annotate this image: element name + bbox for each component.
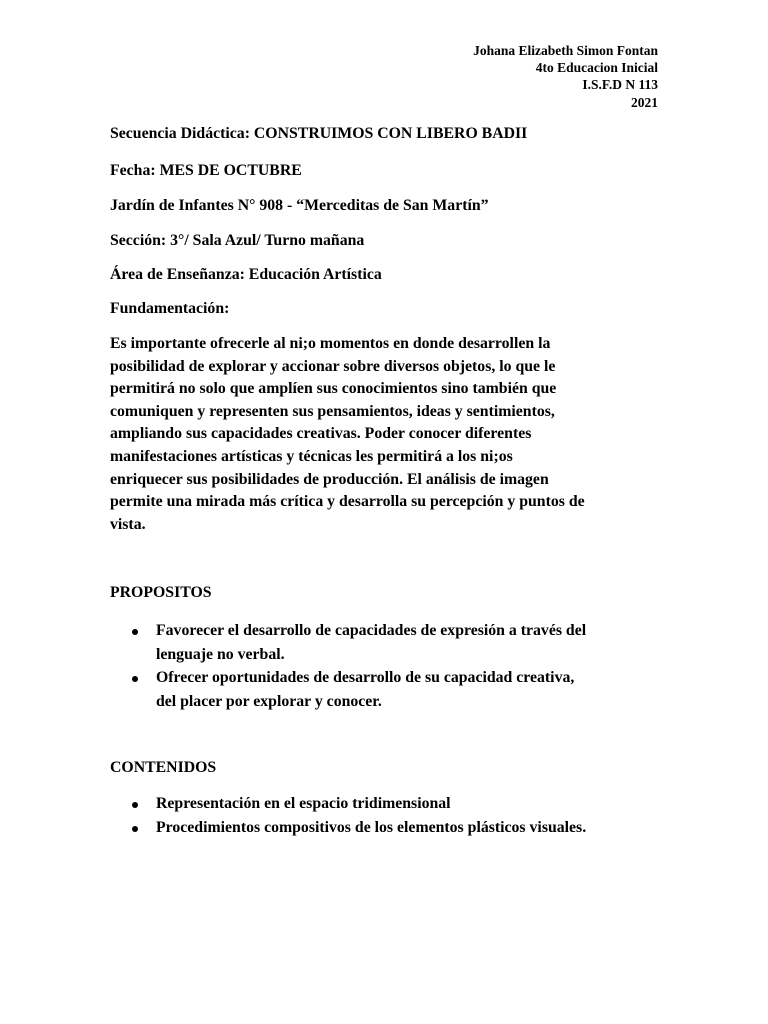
list-item-line: lenguaje no verbal. [156, 645, 285, 663]
bullet-icon [132, 676, 138, 682]
paragraph-line: comuniquen y representen sus pensamientos, ideas y sentimientos, [110, 402, 555, 420]
secuencia-title: Secuencia Didáctica: CONSTRUIMOS CON LIBERO BADII [110, 125, 528, 142]
paragraph-line: posibilidad de explorar y accionar sobre diversos objetos, lo que le [110, 357, 556, 375]
fundamentacion-label: Fundamentación: [110, 300, 230, 317]
area-field: Área de Enseñanza: Educación Artística [110, 266, 382, 283]
list-item-line: Ofrecer oportunidades de desarrollo de su capacidad creativa, [156, 669, 575, 686]
jardin-field: Jardín de Infantes N° 908 - “Merceditas de San Martín” [110, 197, 489, 214]
propositos-list [110, 619, 658, 713]
document-header [473, 42, 658, 111]
bullet-icon [132, 802, 138, 808]
list-item [110, 792, 658, 816]
year: 2021 [631, 94, 658, 110]
paragraph-line: permitirá no solo que amplíen sus conocimientos sino también que [110, 380, 557, 398]
paragraph-line: enriquecer sus posibilidades de producción. El análisis de imagen [110, 470, 549, 488]
contenidos-list [110, 792, 658, 839]
course-name: 4to Educacion Inicial [535, 60, 658, 76]
list-item [110, 666, 658, 713]
list-item [110, 816, 658, 840]
list-item [110, 619, 658, 666]
seccion-field: Sección: 3°/ Sala Azul/ Turno mañana [110, 232, 365, 249]
contenidos-heading: CONTENIDOS [110, 759, 217, 776]
fundamentacion-paragraph [110, 333, 658, 536]
paragraph-line: manifestaciones artísticas y técnicas les permitirá a los ni;os [110, 447, 513, 465]
list-item-text: Procedimientos compositivos de los elementos plásticos visuales. [156, 818, 587, 836]
list-item-text: Representación en el espacio tridimensional [156, 795, 451, 812]
author-name: Johana Elizabeth Simon Fontan [473, 43, 658, 58]
bullet-icon [132, 826, 138, 832]
bullet-icon [132, 629, 138, 635]
list-item-line: del placer por explorar y conocer. [156, 692, 382, 710]
propositos-heading: PROPOSITOS [110, 584, 212, 601]
fecha-field: Fecha: MES DE OCTUBRE [110, 162, 302, 179]
paragraph-line: permite una mirada más crítica y desarrolla su percepción y puntos de [110, 493, 585, 511]
paragraph-line: Es importante ofrecerle al ni;o momentos en donde desarrollen la [110, 335, 551, 352]
paragraph-line: vista. [110, 515, 146, 533]
list-item-line: Favorecer el desarrollo de capacidades de expresión a través del [156, 622, 587, 639]
institute-name: I.S.F.D N 113 [582, 77, 658, 93]
paragraph-line: ampliando sus capacidades creativas. Poder conocer diferentes [110, 425, 532, 443]
